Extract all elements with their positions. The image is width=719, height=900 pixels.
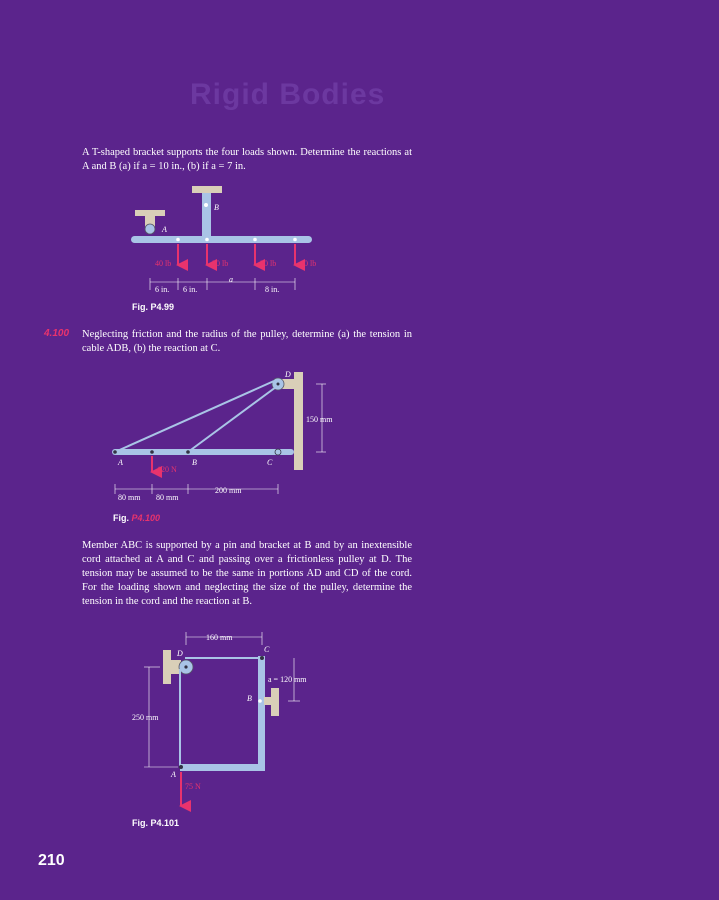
dim-label: 6 in. <box>183 285 198 294</box>
load-point <box>253 238 257 242</box>
wall-support <box>294 372 303 470</box>
label-b: B <box>247 694 252 703</box>
dim-label: 80 mm <box>156 493 179 502</box>
dim-label: 200 mm <box>215 486 242 495</box>
pin-b <box>258 699 262 703</box>
dim-a-label: a <box>229 275 233 284</box>
dim-label: 150 mm <box>306 415 333 424</box>
page-number: 210 <box>38 852 65 869</box>
label-a: A <box>118 458 123 467</box>
label-b: B <box>214 203 219 212</box>
beam-abc <box>112 449 294 455</box>
problem-4-100-text: Neglecting friction and the radius of the pulley, determine (a) the tension in cable ADB, (b) the reaction at C. <box>82 329 412 354</box>
dim-label: 6 in. <box>155 285 170 294</box>
t-bracket-beam <box>131 236 312 243</box>
support-a-plate <box>135 210 165 216</box>
problem-4-99-text: A T-shaped bracket supports the four loads shown. Determine the reactions at A and B (a) if a = 10 in., (b) if a = 7 in. <box>82 147 412 172</box>
cable-db <box>188 387 276 452</box>
label-a: A <box>162 225 167 234</box>
dim-label: 8 in. <box>265 285 280 294</box>
load-label: 75 N <box>185 782 201 791</box>
figure-p4-100 <box>112 370 333 502</box>
label-d: D <box>285 370 291 379</box>
figure-caption: Fig. P4.100 <box>113 513 161 523</box>
dim-label: 80 mm <box>118 493 141 502</box>
figure-caption: Fig. P4.101 <box>132 818 180 828</box>
member-vertical <box>258 656 265 771</box>
bracket-stem <box>202 193 211 238</box>
load-label: 40 lb <box>155 259 172 268</box>
dim-label: a = 120 mm <box>268 675 307 684</box>
load-label: 30 lb <box>260 259 277 268</box>
problem-number: 4.100 <box>44 328 70 339</box>
load-point <box>293 238 297 242</box>
bracket-b <box>271 688 279 716</box>
dim-label: 160 mm <box>206 633 233 642</box>
label-c: C <box>267 458 273 467</box>
figure-p4-99 <box>131 186 316 294</box>
roller-a <box>145 224 155 234</box>
figure-caption: Fig. P4.99 <box>132 302 175 312</box>
dim-label: 250 mm <box>132 713 159 722</box>
load-label: 120 N <box>157 465 177 474</box>
cable-ad <box>115 381 274 452</box>
pin-c <box>275 449 281 455</box>
wall-support <box>163 650 171 684</box>
figure-p4-101 <box>132 632 307 806</box>
section-heading: Rigid Bodies <box>190 78 386 111</box>
load-label: 10 lb <box>300 259 317 268</box>
pin-b <box>204 203 208 207</box>
load-point <box>176 238 180 242</box>
label-c: C <box>264 645 270 654</box>
label-d: D <box>177 649 183 658</box>
label-a: A <box>171 770 176 779</box>
load-point <box>205 238 209 242</box>
cord-dc <box>186 658 262 659</box>
label-b: B <box>192 458 197 467</box>
problem-4-101-text: Member ABC is supported by a pin and bracket at B and by an inextensible cord attached at A and C and passing over a frictionless pulley at D. The tension may be assumed to be the same in portions AD and CD of the cord. For the loading shown and neglecting the size of the pulley, determine the tension in the cord and the reaction at B. <box>82 540 412 607</box>
member-horizontal <box>180 764 265 771</box>
support-b-plate <box>192 186 222 193</box>
load-label: 50 lb <box>212 259 229 268</box>
